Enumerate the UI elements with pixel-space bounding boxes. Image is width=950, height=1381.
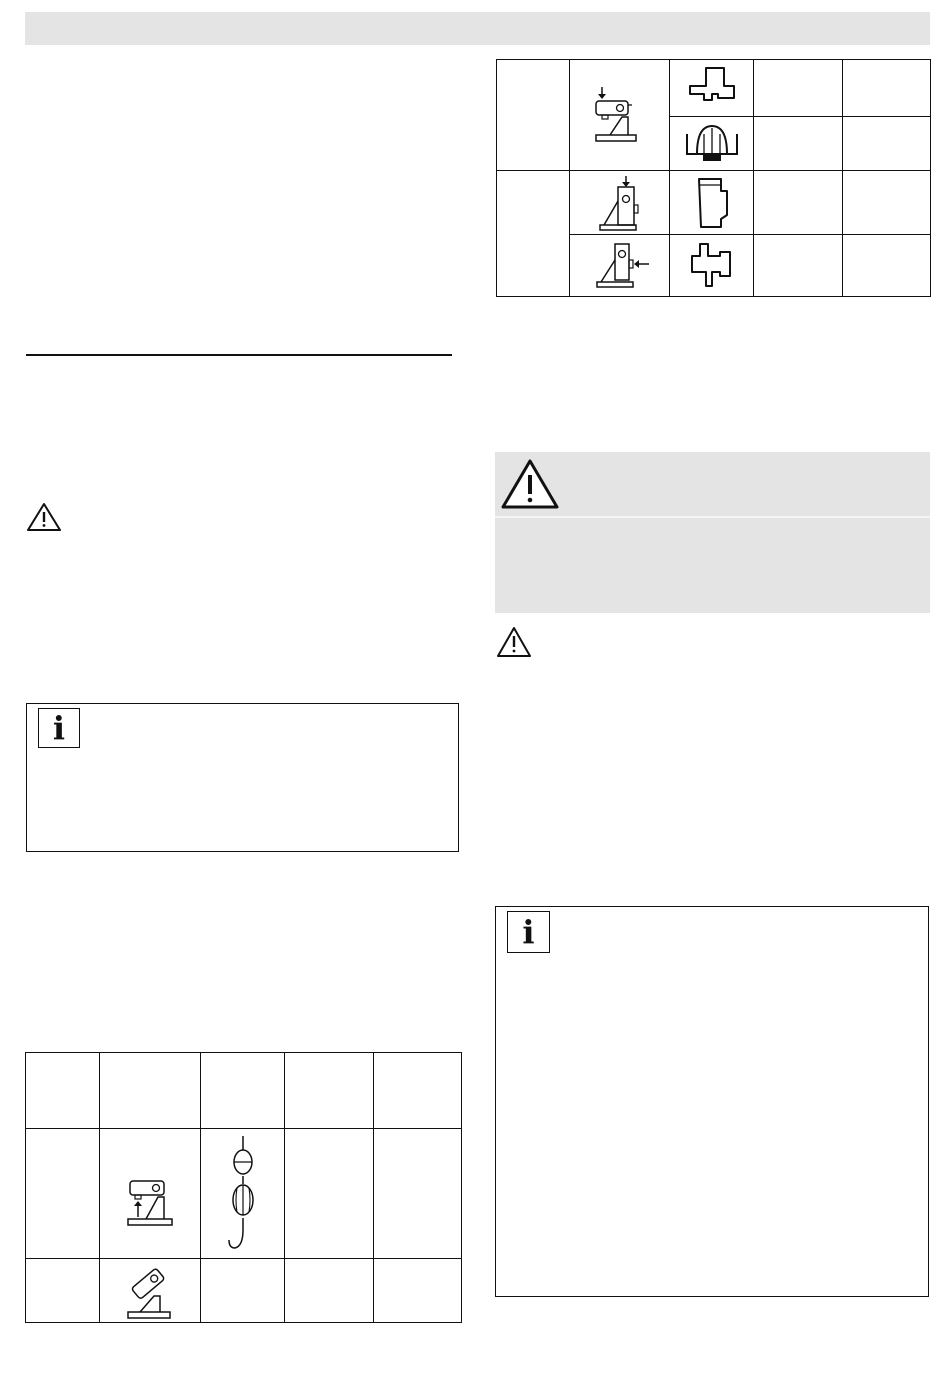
table-cell — [26, 1129, 100, 1259]
table-cell — [754, 171, 843, 234]
table-cell — [374, 1129, 462, 1259]
mixer-position-cell — [570, 171, 670, 234]
attachments-table-top — [496, 59, 931, 297]
slicer-attachment-icon — [686, 64, 738, 112]
table-cell — [26, 1259, 100, 1323]
tool-cell — [670, 117, 754, 171]
blender-jug-icon — [691, 175, 733, 231]
warning-triangle-icon — [496, 626, 532, 658]
info-glyph: i — [52, 709, 66, 747]
head-down-arrow-up-icon — [120, 1159, 180, 1229]
tool-cell — [670, 234, 754, 296]
warning-panel-divider — [495, 516, 930, 518]
table-cell — [843, 117, 931, 171]
table-row — [26, 1129, 462, 1259]
table-header-cell — [285, 1053, 374, 1129]
table-cell — [843, 171, 931, 234]
table-cell — [754, 234, 843, 296]
beater-icon — [233, 1176, 253, 1215]
table-cell — [285, 1129, 374, 1259]
whisk-icon — [234, 1136, 252, 1174]
mixer-position-cell — [570, 60, 670, 171]
table-header-row — [26, 1053, 462, 1129]
header-bar — [25, 12, 930, 45]
mixer-position-cell — [570, 234, 670, 296]
table-cell — [497, 171, 570, 297]
upright-front-outlet-icon — [587, 238, 653, 292]
tool-cell — [201, 1129, 285, 1259]
juicer-cone-icon — [683, 120, 741, 168]
dough-hook-icon — [229, 1218, 243, 1248]
warning-triangle-icon — [26, 502, 62, 532]
tool-cell — [201, 1259, 285, 1323]
table-cell — [843, 234, 931, 296]
info-note-box — [26, 703, 459, 852]
tool-cell — [670, 60, 754, 117]
head-down-top-outlet-icon — [592, 85, 648, 145]
table-cell — [374, 1259, 462, 1323]
tool-cell — [670, 171, 754, 234]
table-row — [497, 60, 931, 117]
table-cell — [843, 60, 931, 117]
table-row — [26, 1259, 462, 1323]
table-cell — [754, 117, 843, 171]
mincer-attachment-icon — [686, 240, 738, 290]
head-tilted-up-icon — [120, 1262, 180, 1320]
table-cell — [754, 60, 843, 117]
warning-triangle-large-icon — [500, 458, 560, 510]
table-cell — [285, 1259, 374, 1323]
info-i-icon — [38, 708, 80, 748]
table-header-cell — [100, 1053, 201, 1129]
table-cell — [497, 60, 570, 171]
info-glyph: i — [522, 913, 535, 951]
table-header-cell — [374, 1053, 462, 1129]
info-i-icon — [507, 911, 550, 953]
section-divider — [26, 354, 452, 356]
table-header-cell — [26, 1053, 100, 1129]
table-row — [497, 171, 931, 234]
info-note-box — [495, 906, 929, 1297]
upright-top-outlet-icon — [590, 175, 650, 231]
table-header-cell — [201, 1053, 285, 1129]
mixer-position-cell — [100, 1259, 201, 1323]
attachments-table-bottom — [25, 1052, 462, 1323]
warning-panel — [495, 452, 930, 613]
mixer-tools-icon — [223, 1134, 263, 1254]
mixer-position-cell — [100, 1129, 201, 1259]
